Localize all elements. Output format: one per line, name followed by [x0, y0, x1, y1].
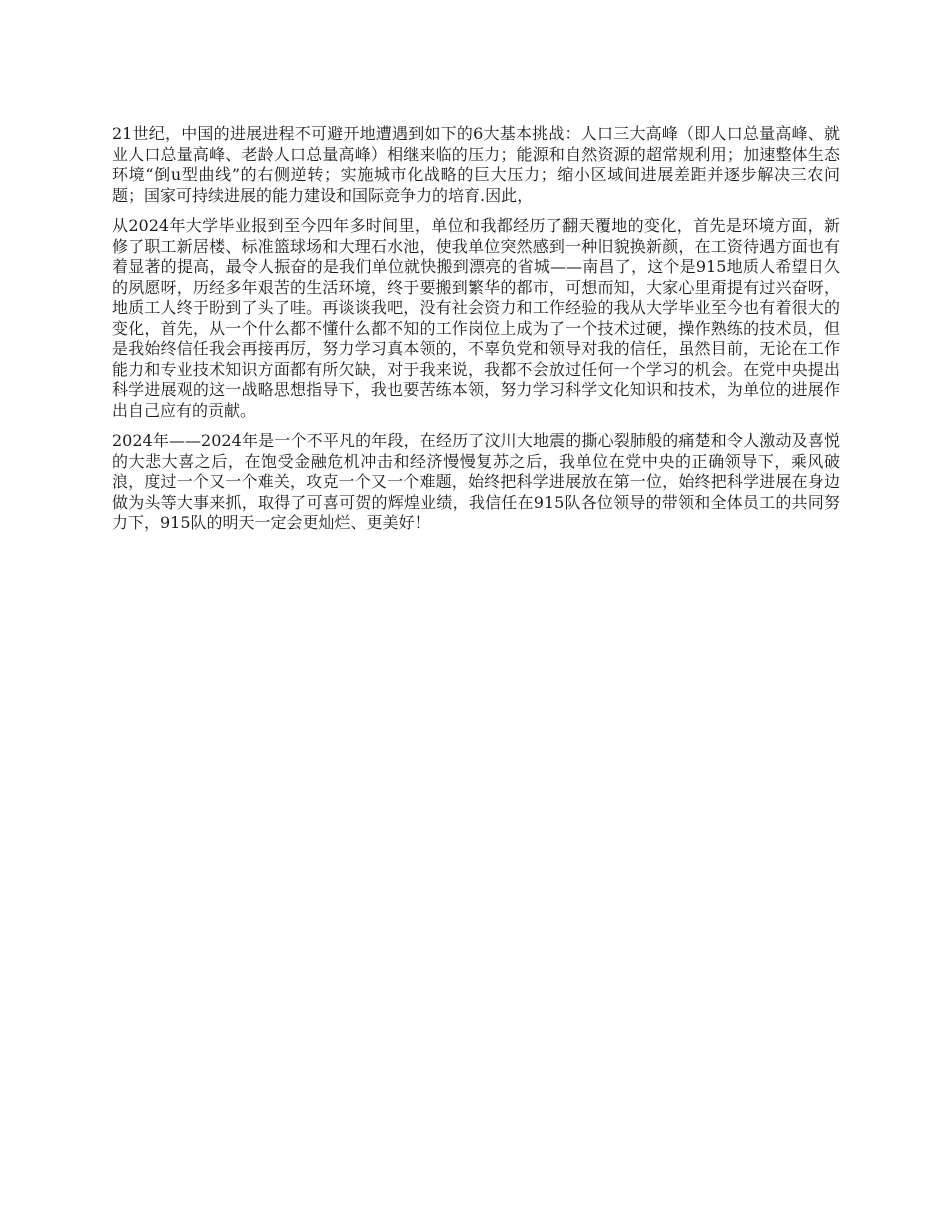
paragraph-challenges: 21世纪，中国的进展进程不可避开地遭遇到如下的6大基本挑战：人口三大高峰（即人口总量高峰、就业人口总量高峰、老龄人口总量高峰）相继来临的压力；能源和自然资源的超常规利用；加速整体生态环境“倒u型曲线”的右侧逆转；实施城市化战略的巨大压力；缩小区域间进展差距并逐步解决三农问题；国家可持续进展的能力建设和国际竞争力的培育.因此，: [112, 124, 840, 205]
document-page: [112, 124, 840, 544]
paragraph-work-experience: 从2024年大学毕业报到至今四年多时间里，单位和我都经历了翻天覆地的变化，首先是环境方面，新修了职工新居楼、标准篮球场和大理石水池，使我单位突然感到一种旧貌换新颜，在工资待遇方面也有着显著的提高，最令人振奋的是我们单位就快搬到漂亮的省城——南昌了，这个是915地质人希望日久的夙愿呀，历经多年艰苦的生活环境，终于要搬到繁华的都市，可想而知，大家心里甭提有过兴奋呀，地质工人终于盼到了头了哇。再谈谈我吧，没有社会资力和工作经验的我从大学毕业至今也有着很大的变化，首先，从一个什么都不懂什么都不知的工作岗位上成为了一个技术过硬，操作熟练的技术员，但是我始终信任我会再接再厉，努力学习真本领的，不辜负党和领导对我的信任，虽然目前，无论在工作能力和专业技术知识方面都有所欠缺，对于我来说，我都不会放过任何一个学习的机会。在党中央提出科学进展观的这一战略思想指导下，我也要苦练本领，努力学习科学文化知识和技术，为单位的进展作出自己应有的贡献。: [112, 216, 840, 420]
paragraph-outlook: 2024年——2024年是一个不平凡的年段，在经历了汶川大地震的撕心裂肺般的痛楚和令人激动及喜悦的大悲大喜之后，在饱受金融危机冲击和经济慢慢复苏之后，我单位在党中央的正确领导下，乘风破浪，度过一个又一个难关，攻克一个又一个难题，始终把科学进展放在第一位，始终把科学进展在身边做为头等大事来抓，取得了可喜可贺的辉煌业绩，我信任在915队各位领导的带领和全体员工的共同努力下，915队的明天一定会更灿烂、更美好！: [112, 431, 840, 532]
